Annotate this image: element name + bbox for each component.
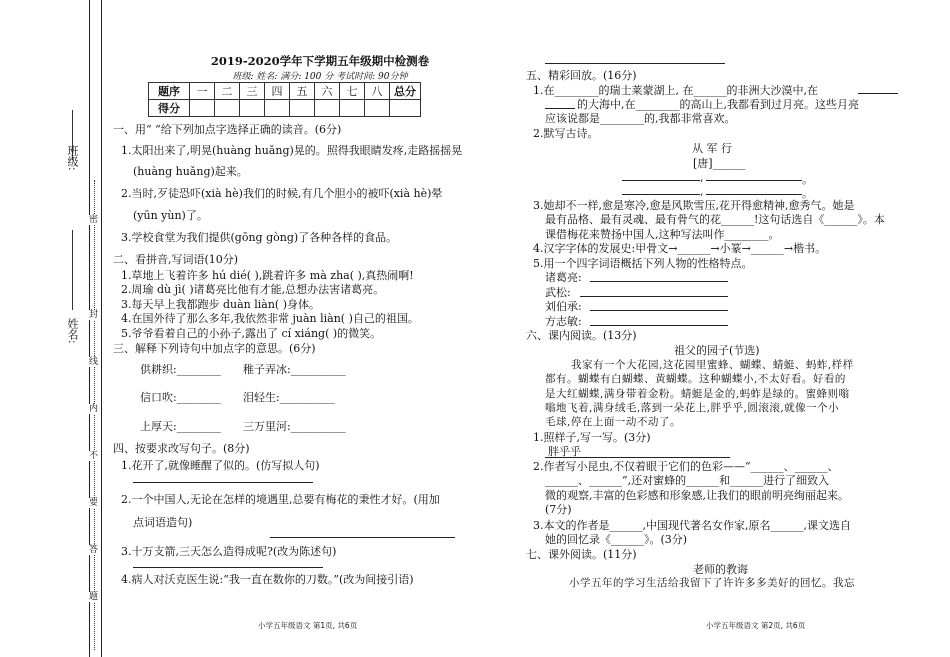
s2-q5: 5.爷爷看着自己的小孙子,露出了 cí xiáng( )的微笑。 xyxy=(121,327,382,340)
poem-period: 。 xyxy=(802,187,813,200)
poem-line[interactable] xyxy=(706,180,802,181)
binding-margin xyxy=(0,0,100,657)
exam-title: 2019-2020学年下学期五年级期中检测卷 xyxy=(210,54,430,68)
score-header-cell: 一 xyxy=(190,83,215,100)
answer-line[interactable] xyxy=(590,310,728,311)
answer-line[interactable] xyxy=(545,108,575,109)
s5-q1-line1: 1.在________的瑞士莱蒙湖上, 在______的非洲大沙漠中,在 xyxy=(533,84,818,97)
name-underline xyxy=(72,230,73,310)
s6-q1-example: 胖乎乎 xyxy=(548,445,581,458)
s4-q2-line1: 2.一个中国人,无论在怎样的境遇里,总要有梅花的秉性才好。(用加 xyxy=(121,493,440,506)
s5-q2: 2.默写古诗。 xyxy=(533,127,599,140)
s4-q4: 4.病人对沃克医生说:“我一直在数你的刀数。”(改为间接引语) xyxy=(121,573,414,586)
passage-line: 毛球,停在上面一动不动了。 xyxy=(545,416,681,428)
score-cell[interactable] xyxy=(365,100,390,117)
answer-line[interactable] xyxy=(270,537,455,538)
s5-person: 方志敏: xyxy=(545,315,582,328)
answer-line[interactable] xyxy=(580,296,728,297)
s6-q2-line3: 微的观察,丰富的色彩感和形象感,让我们的眼前明亮绚丽起来。 xyxy=(545,489,849,502)
s3-item: 泪轻生:__________ xyxy=(243,391,335,404)
poem-period: 。 xyxy=(802,173,813,186)
poem-line[interactable] xyxy=(622,180,700,181)
score-cell[interactable] xyxy=(265,100,290,117)
passage-line: 是大红蝴蝶,满身带着金粉。蜻蜓是金的,蚂蚱是绿的。蜜蜂则嗡 xyxy=(545,388,850,400)
s6-q3-line1: 3.本文的作者是______,中国现代著名女作家,原名______,课文选自 xyxy=(533,519,851,532)
s6-q2-line4: (7分) xyxy=(545,503,572,516)
score-row-label: 得分 xyxy=(149,100,190,117)
passage-line: 嗡地飞着,满身绒毛,落到一朵花上,胖乎乎,圆滚滚,就像一个小 xyxy=(545,402,840,414)
passage-line: 都有。蝴蝶有白蝴蝶、黄蝴蝶。这种蝴蝶小,不太好看。好看的 xyxy=(545,373,846,385)
answer-line[interactable] xyxy=(133,567,323,568)
score-cell[interactable] xyxy=(390,100,421,117)
section-1-heading: 一、用“ ”给下列加点字选择正确的读音。(6分) xyxy=(113,123,342,136)
s5-q5: 5.用一个四字词语概括下列人物的性格特点。 xyxy=(533,257,753,270)
s5-q3-line2: 最有品格、最有灵魂、最有骨气的花______!这句话选自《______》。本 xyxy=(545,213,885,226)
answer-line[interactable] xyxy=(858,93,898,94)
score-header-cell: 三 xyxy=(240,83,265,100)
poem-title: 从 军 行 xyxy=(692,142,732,155)
s6-q2-line1: 2.作者写小昆虫,不仅着眼于它们的色彩——“______、______、 xyxy=(533,460,839,473)
score-header-cell: 四 xyxy=(265,83,290,100)
s2-q1: 1.草地上飞着许多 hú dié( ),跳着许多 mà zha( ),真热闹啊! xyxy=(121,269,414,282)
answer-line[interactable] xyxy=(545,63,725,64)
s5-q3-line3: 课借梅花来赞扬中国人,这种写法叫作________。 xyxy=(545,228,780,241)
poem-comma: , xyxy=(700,185,704,198)
binding-line-inner xyxy=(101,0,102,657)
seal-char: 线 xyxy=(89,357,99,367)
seal-char: 封 xyxy=(89,310,99,320)
s5-q1-line2: 的大海中,在________的高山上,我都看到过月亮。这些月亮 xyxy=(577,98,859,111)
score-cell[interactable] xyxy=(290,100,315,117)
s5-q1-line3: 应该说都是________的,我都非常喜欢。 xyxy=(545,112,736,125)
poem-line[interactable] xyxy=(706,194,802,195)
s3-item: 信口吹:________ xyxy=(140,391,221,404)
score-cell[interactable] xyxy=(215,100,240,117)
passage-title: 祖父的园子(节选) xyxy=(674,344,760,357)
score-header-cell: 二 xyxy=(215,83,240,100)
s2-q2: 2.周瑜 dù jì( )诸葛亮比他有才能,总想办法害诸葛亮。 xyxy=(121,283,385,296)
score-cell[interactable] xyxy=(315,100,340,117)
answer-line[interactable] xyxy=(590,281,728,282)
s1-q1-line2: (huàng huǎng)起来。 xyxy=(133,165,248,178)
s3-item: 供耕织:________ xyxy=(140,363,221,376)
score-header-cell: 五 xyxy=(290,83,315,100)
poem-dynasty: [唐]______ xyxy=(693,157,746,170)
s1-q3: 3.学校食堂为我们提供(gōng gòng)了各种各样的食品。 xyxy=(121,231,398,244)
passage-title: 老师的教诲 xyxy=(693,563,748,576)
score-header-cell: 八 xyxy=(365,83,390,100)
s6-q1: 1.照样子,写一写。(3分) xyxy=(533,431,651,444)
score-header-cell: 总分 xyxy=(390,83,421,100)
seal-char: 答 xyxy=(89,545,99,555)
s6-q2-line2: ______、______”,还对蜜蜂的______和______进行了细致入 xyxy=(545,474,830,487)
s6-q3-line2: 她的回忆录《______》。(3分) xyxy=(545,533,688,546)
score-cell[interactable] xyxy=(240,100,265,117)
s5-person: 武松: xyxy=(545,286,571,299)
seal-dotted-line xyxy=(94,180,95,650)
section-2-heading: 二、看拼音,写词语(10分) xyxy=(113,253,239,266)
s4-q1: 1.花开了,就像睡醒了似的。(仿写拟人句) xyxy=(121,459,320,472)
answer-line[interactable] xyxy=(133,482,313,483)
s5-person: 诸葛亮: xyxy=(545,271,582,284)
poem-line[interactable] xyxy=(622,194,700,195)
score-table xyxy=(148,82,421,117)
section-7-heading: 七、课外阅读。(11分) xyxy=(526,548,637,561)
score-cell[interactable] xyxy=(340,100,365,117)
s1-q2-line2: (yūn yùn)了。 xyxy=(133,209,208,222)
section-6-heading: 六、课内阅读。(13分) xyxy=(526,329,637,342)
seal-char: 内 xyxy=(89,404,99,414)
s2-q4: 4.在国外待了那么多年,我依然非常 juàn liàn( )自己的祖国。 xyxy=(121,312,419,325)
s3-item: 稚子弄冰:__________ xyxy=(243,363,346,376)
score-cell[interactable] xyxy=(190,100,215,117)
s4-q2-line2: 点词语造句) xyxy=(133,516,193,529)
s5-person: 刘伯承: xyxy=(545,300,582,313)
score-header-cell: 六 xyxy=(315,83,340,100)
page-footer: 小学五年级语文 第1页, 共6页 xyxy=(258,621,358,630)
s4-q3: 3.十万支箭,三天怎么造得成呢?(改为陈述句) xyxy=(121,545,337,558)
page-footer: 小学五年级语文 第2页, 共6页 xyxy=(706,621,806,630)
poem-comma: , xyxy=(700,171,704,184)
section-4-heading: 四、按要求改写句子。(8分) xyxy=(113,442,250,455)
seal-char: 不 xyxy=(89,451,99,461)
s1-q2-line1: 2.当时,歹徒恐吓(xià hè)我们的时候,有几个胆小的被吓(xià hè)晕 xyxy=(121,187,443,200)
seal-char: 要 xyxy=(89,498,99,508)
passage-line: 我家有一个大花园,这花园里蜜蜂、蝴蝶、蜻蜓、蚂蚱,样样 xyxy=(571,359,854,371)
s5-q4: 4.汉字字体的发展史:甲骨文→______→小篆→______→楷书。 xyxy=(533,242,827,255)
seal-char: 题 xyxy=(89,592,99,602)
s5-q3-line1: 3.她却不一样,愈是寒冷,愈是风欺雪压,花开得愈精神,愈秀气。她是 xyxy=(533,199,855,212)
s3-item: 上厚天:________ xyxy=(140,420,221,433)
section-3-heading: 三、解释下列诗句中加点字的意思。(6分) xyxy=(113,342,316,355)
s2-q3: 3.每天早上我都跑步 duàn liàn( )身体。 xyxy=(121,298,321,311)
seal-char: 密 xyxy=(89,215,99,225)
s3-item: 三万里河:__________ xyxy=(243,420,346,433)
answer-line[interactable] xyxy=(590,325,728,326)
s1-q1-line1: 1.太阳出来了,明晃(huàng huǎng)晃的。照得我眼睛发疼,走路摇摇晃 xyxy=(121,144,463,157)
score-header-cell: 七 xyxy=(340,83,365,100)
score-header-cell: 题序 xyxy=(149,83,190,100)
section-5-heading: 五、精彩回放。(16分) xyxy=(526,69,637,82)
name-label: 姓名: xyxy=(66,318,79,344)
exam-info: 班级: 姓名: 满分: 100 分 考试时间: 90分钟 xyxy=(232,72,408,82)
class-label: 班级: xyxy=(66,145,79,171)
passage-line: 小学五年的学习生活给我留下了许许多多美好的回忆。我忘 xyxy=(569,577,855,589)
binding-line-outer xyxy=(89,0,90,657)
